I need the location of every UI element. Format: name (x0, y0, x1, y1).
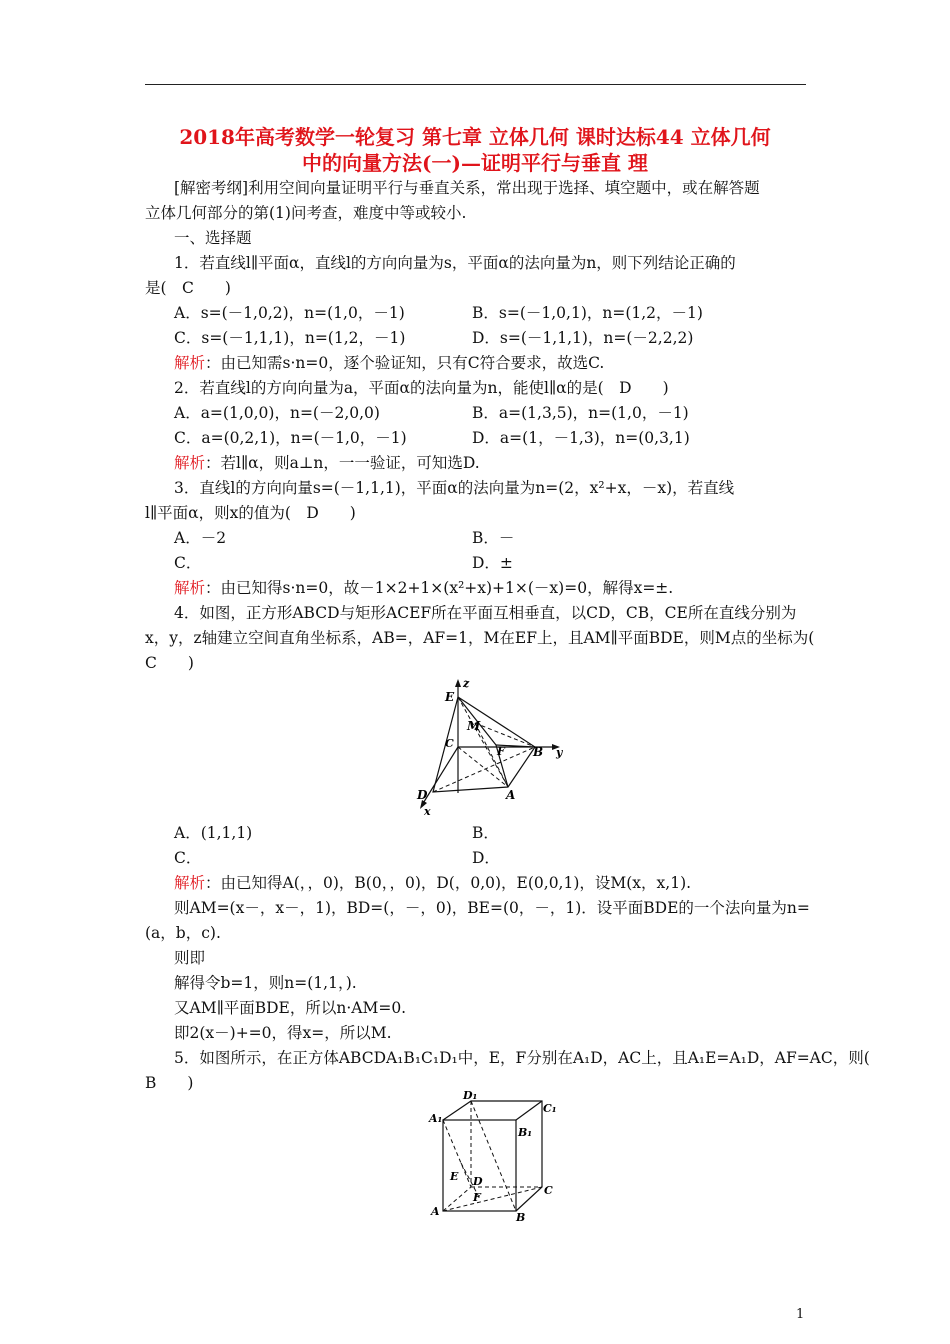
q2-option-c: C．a=(0,2,1)，n=(－1,0，－1) (174, 429, 407, 447)
q1-stem-2: 是( C ) (145, 279, 231, 297)
q1-option-c: C．s=(－1,1,1)，n=(1,2，－1) (174, 329, 406, 347)
q4-stem-3: C ) (145, 654, 194, 672)
q1-stem-1: 1．若直线l∥平面α，直线l的方向向量为s，平面α的法向量为n，则下列结论正确的 (174, 254, 736, 272)
q4-solution-5: 解得令b=1，则n=(1,1，). (174, 974, 357, 992)
q2-option-d: D．a=(1，－1,3)，n=(0,3,1) (472, 429, 690, 447)
label-x: x (424, 805, 431, 818)
z-arrow (455, 679, 461, 687)
solution-label: 解析 (174, 454, 206, 472)
label-f: F (473, 1191, 481, 1204)
q4-solution-7: 即2(x－)+=0，得x=，所以M. (174, 1024, 392, 1042)
q4-solution-4: 则即 (174, 949, 206, 967)
label-b1: B₁ (518, 1126, 533, 1139)
label-c1: C₁ (543, 1102, 557, 1115)
q4-option-c: C． (174, 849, 202, 867)
q5-stem-1: 5．如图所示，在正方体ABCDA₁B₁C₁D₁中，E，F分别在A₁D，AC上，且A₁E=A₁D，AF=AC，则( (174, 1049, 870, 1067)
q3-option-a: A．－2 (174, 529, 227, 547)
q2-option-a: A．a=(1,0,0)，n=(－2,0,0) (174, 404, 380, 422)
header-rule (145, 84, 806, 85)
solution-label: 解析 (174, 874, 206, 892)
label-a: A (506, 788, 516, 802)
q3-solution (174, 577, 673, 599)
solution-label: 解析 (174, 579, 206, 597)
q4-solution-3: (a，b，c). (145, 924, 221, 942)
label-c: C (445, 737, 454, 750)
intro-line-1: [解密考纲]利用空间向量证明平行与垂直关系，常出现于选择、填空题中，或在解答题 (174, 179, 760, 197)
solution-text: ：由已知得s·n=0，故－1×2+1×(x²+x)+1×(－x)=0，解得x=±. (205, 579, 674, 597)
cube-hidden-edges (443, 1101, 542, 1211)
title-line-1: 2018年高考数学一轮复习 第七章 立体几何 课时达标44 立体几何 (179, 125, 771, 149)
label-a: A (431, 1205, 440, 1218)
q4-solution-2: 则AM=(x－，x－，1)，BD=(，－，0)，BE=(0，－，1)．设平面BDE的一个法向量为n= (174, 899, 810, 917)
q2-option-b: B．a=(1,3,5)，n=(1,0，－1) (472, 404, 689, 422)
q3-stem-2: l∥平面α，则x的值为( D ) (145, 504, 356, 522)
q4-figure (415, 675, 580, 820)
q5-stem-2: B ) (145, 1074, 194, 1092)
q1-solution (174, 352, 604, 374)
solution-text: ：由已知需s·n=0，逐个验证知，只有C符合要求，故选C. (205, 354, 605, 372)
q2-stem-1: 2．若直线l的方向向量为a，平面α的法向量为n，能使l∥α的是( D ) (174, 379, 669, 397)
q3-option-d: D．± (472, 554, 513, 572)
section-heading: 一、选择题 (174, 229, 252, 247)
page-number: 1 (796, 1307, 805, 1322)
label-e: E (445, 690, 455, 704)
label-y: y (556, 746, 563, 759)
q4-stem-2: x，y，z轴建立空间直角坐标系，AB=，AF=1，M在EF上，且AM∥平面BDE，则M点的坐标为( (145, 629, 815, 647)
label-b: B (516, 1211, 526, 1224)
q5-figure (425, 1090, 565, 1225)
label-a1: A₁ (429, 1112, 443, 1125)
q1-option-d: D．s=(－1,1,1)，n=(－2,2,2) (472, 329, 694, 347)
label-m: M (467, 719, 481, 733)
label-d: D (473, 1175, 483, 1188)
label-f: F (497, 745, 505, 758)
label-e: E (450, 1170, 459, 1183)
q1-option-b: B．s=(－1,0,1)，n=(1,2，－1) (472, 304, 703, 322)
q3-stem-1: 3．直线l的方向向量s=(－1,1,1)，平面α的法向量为n=(2，x²+x，－x)，若直线 (174, 479, 735, 497)
label-d1: D₁ (463, 1090, 478, 1102)
title-line-2: 中的向量方法(一)—证明平行与垂直 理 (302, 151, 648, 175)
label-z: z (463, 677, 470, 690)
q4-option-d: D． (472, 849, 500, 867)
solution-label: 解析 (174, 354, 206, 372)
q4-solution-6: 又AM∥平面BDE，所以n·AM=0. (174, 999, 407, 1017)
q4-stem-1: 4．如图，正方形ABCD与矩形ACEF所在平面互相垂直，以CD，CB，CE所在直线分别为 (174, 604, 797, 622)
q3-option-b: B．－ (472, 529, 515, 547)
q3-option-c: C． (174, 554, 202, 572)
label-b: B (533, 745, 544, 759)
label-c: C (544, 1184, 553, 1197)
intro-line-2: 立体几何部分的第(1)问考查，难度中等或较小. (145, 204, 467, 222)
q4-option-b: B． (472, 824, 499, 842)
solution-text: ：若l∥α，则a⊥n，一一验证，可知选D. (205, 454, 480, 472)
q1-option-a: A．s=(－1,0,2)，n=(1,0，－1) (174, 304, 405, 322)
solution-text: ：由已知得A(，，0)，B(0，，0)，D(，0,0)，E(0,0,1)，设M(x，x,1). (205, 874, 692, 892)
q4-solution (174, 872, 691, 894)
label-d: D (417, 788, 428, 802)
q2-solution (174, 452, 480, 474)
q4-option-a: A．(1,1,1) (174, 824, 253, 842)
